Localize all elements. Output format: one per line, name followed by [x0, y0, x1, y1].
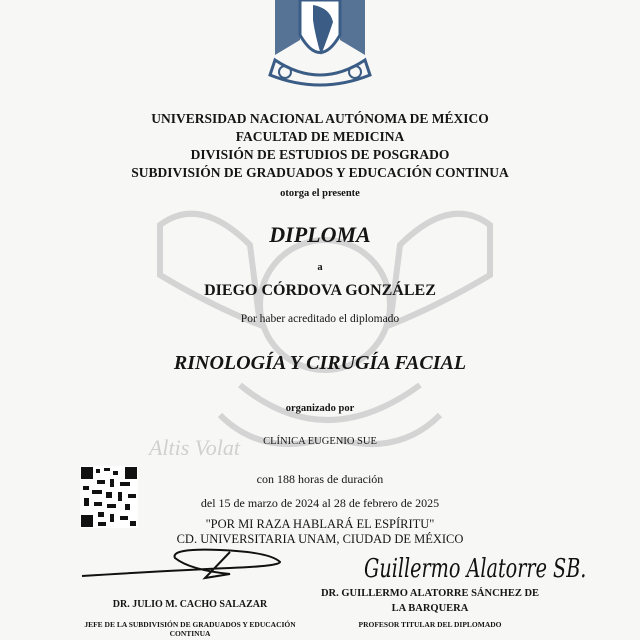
university-name: UNIVERSIDAD NACIONAL AUTÓNOMA DE MÉXICO [151, 111, 489, 126]
signature-alatorre-text: Guillermo Alatorre SB. [364, 554, 587, 584]
organized-by-label: organizado por [285, 403, 355, 414]
signatory-1-name: DR. JULIO M. CACHO SALAZAR [112, 599, 268, 610]
document-type: DIPLOMA [269, 222, 371, 247]
grant-text: otorga el presente [280, 188, 360, 199]
signatory-1-title: JEFE DE LA SUBDIVISIÓN DE GRADUADOS Y EDUCACIÓN CONTINUA [84, 620, 296, 638]
duration-text: con 188 horas de duración [256, 472, 384, 486]
signature-alatorre [360, 544, 587, 584]
reason-text: Por haber acreditado el diplomado [240, 313, 400, 325]
program-name: RINOLOGÍA Y CIRUGÍA FACIAL [173, 352, 467, 374]
motto-text: "POR MI RAZA HABLARÁ EL ESPÍRITU" [205, 517, 435, 531]
division-name: DIVISIÓN DE ESTUDIOS DE POSGRADO [190, 147, 450, 162]
faculty-name: FACULTAD DE MEDICINA [235, 129, 405, 144]
subdivision-name: SUBDIVISIÓN DE GRADUADOS Y EDUCACIÓN CONTINUA [131, 165, 509, 180]
location-text: CD. UNIVERSITARIA UNAM, CIUDAD DE MÉXICO [176, 532, 464, 546]
unam-crest-logo [255, 0, 385, 90]
signatory-2-name: DR. GUILLERMO ALATORRE SÁNCHEZ DE LA BARQUERA [320, 588, 540, 614]
watermark-text: Altis Volat [148, 435, 240, 460]
to-text: a [317, 262, 323, 273]
organizer-name: CLÍNICA EUGENIO SUE [263, 436, 377, 447]
dates-text: del 15 de marzo de 2024 al 28 de febrero de 2025 [200, 496, 440, 510]
signatory-2-title: PROFESOR TITULAR DEL DIPLOMADO [358, 620, 502, 629]
signature-cacho [80, 548, 290, 588]
qr-code[interactable] [80, 466, 138, 528]
recipient-name: DIEGO CÓRDOVA GONZÁLEZ [204, 282, 436, 299]
